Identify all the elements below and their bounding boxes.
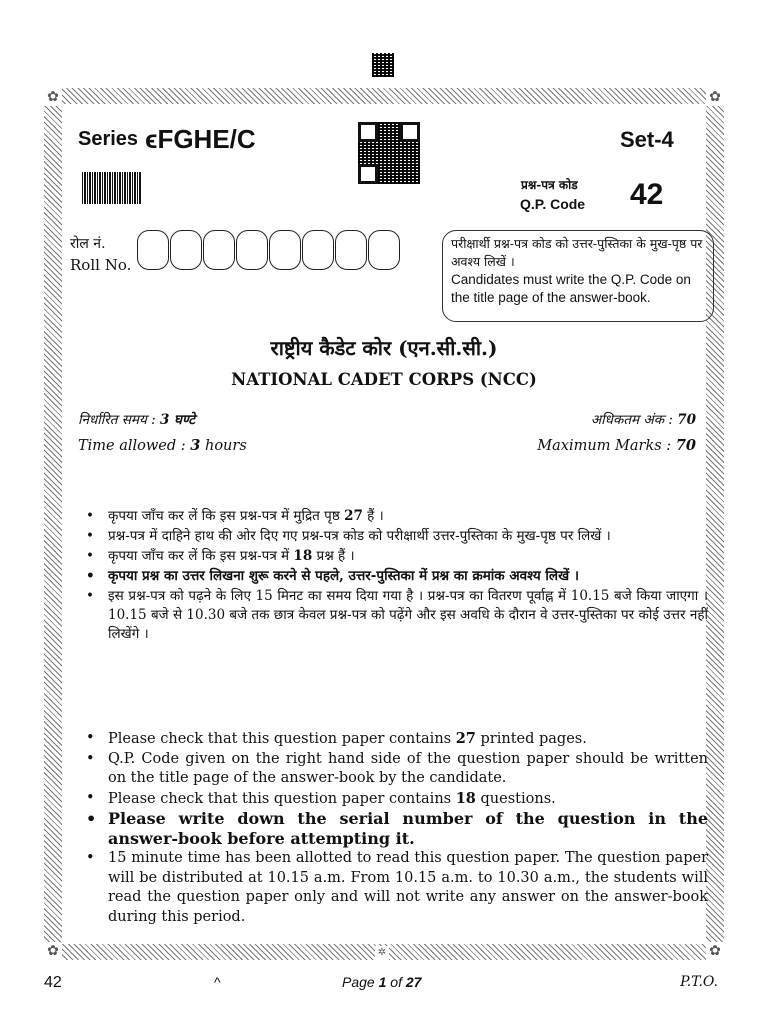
roll-no-english-label: Roll No.: [70, 256, 132, 274]
time-english-value: 3: [190, 437, 201, 454]
qr-finder-pattern: [358, 122, 378, 142]
roll-no-digit-box[interactable]: [137, 230, 169, 270]
series-code: ϵFGHE/C: [145, 124, 256, 154]
time-hindi-value: 3 घण्टे: [159, 412, 196, 428]
roll-no-digit-box[interactable]: [302, 230, 334, 270]
time-allowed-english: [78, 437, 247, 454]
qp-code-english-label: Q.P. Code: [520, 196, 586, 212]
roll-no-digit-box[interactable]: [368, 230, 400, 270]
barcode: [82, 172, 142, 204]
corner-ornament-icon: ✿: [706, 942, 724, 960]
time-allowed-hindi: [78, 410, 195, 428]
marks-hindi-value: 70: [677, 412, 696, 428]
corner-ornament-icon: ✿: [44, 88, 62, 106]
roll-no-digit-box[interactable]: [236, 230, 268, 270]
pto-label: P.T.O.: [680, 974, 718, 990]
series-label: Series: [78, 128, 139, 150]
marks-english-value: 70: [675, 437, 696, 454]
roll-no-digit-box[interactable]: [335, 230, 367, 270]
qp-code-hindi-label: प्रश्न-पत्र कोड: [521, 178, 578, 192]
top-qr-code: [372, 53, 394, 77]
page-number: Page 1 of 27: [342, 974, 422, 990]
marks-english-label: Maximum Marks :: [537, 438, 676, 454]
time-english-label: Time allowed :: [78, 438, 191, 454]
max-marks-english: [537, 437, 696, 454]
time-hindi-label: निर्धारित समय :: [78, 412, 160, 428]
title-english: NATIONAL CADET CORPS (NCC): [231, 370, 537, 389]
qr-finder-pattern: [400, 122, 420, 142]
bottom-center-ornament-icon: ✲: [375, 946, 389, 960]
instruction-item: • कृपया जाँच कर लें कि इस प्रश्न-पत्र में मुद्रित पृष्ठ 27 हैं ।: [108, 507, 708, 526]
footer-caret: ^: [214, 974, 221, 990]
instruction-item: • Please write down the serial number of the question in the answer-book before attempting it.: [108, 809, 708, 849]
corner-ornament-icon: ✿: [44, 942, 62, 960]
title-hindi: राष्ट्रीय कैडेट कोर (एन.सी.सी.): [270, 336, 498, 360]
qr-finder-pattern: [358, 164, 378, 184]
corner-ornament-icon: ✿: [706, 88, 724, 106]
instruction-item: • कृपया प्रश्न का उत्तर लिखना शुरू करने से पहले, उत्तर-पुस्तिका में प्रश्न का क्रमांक अवश्य लिखें ।: [108, 567, 708, 586]
instruction-item: • Please check that this question paper contains 27 printed pages.: [108, 729, 708, 750]
time-english-unit: hours: [200, 438, 247, 454]
roll-no-digit-box[interactable]: [203, 230, 235, 270]
instructions-english: [78, 729, 708, 927]
instruction-item: • Please check that this question paper contains 18 questions.: [108, 789, 708, 810]
instruction-item: • कृपया जाँच कर लें कि इस प्रश्न-पत्र में 18 प्रश्न हैं ।: [108, 547, 708, 566]
footer-code: 42: [44, 974, 62, 991]
instruction-item: • 15 minute time has been allotted to read this question paper. The question paper will be distributed at 10.15 a.m. From 10.15 a.m. to 10.30 a.m., the students will read the question paper only and will not write any answer on the answer-book during this period.: [108, 849, 708, 927]
marks-hindi-label: अधिकतम अंक :: [590, 412, 678, 428]
set-label: Set-4: [620, 127, 674, 152]
max-marks-hindi: [591, 410, 696, 428]
roll-no-digit-box[interactable]: [269, 230, 301, 270]
instruction-item: • इस प्रश्न-पत्र को पढ़ने के लिए 15 मिनट का समय दिया गया है । प्रश्न-पत्र का वितरण पूर्वाह्न में 10.15 बजे किया जाएगा । 10.15 बजे से 10.30 बजे तक छात्र केवल प्रश्न-पत्र को पढ़ेंगे और इस अवधि के दौरान वे उत्तर-पुस्तिका पर कोई उत्तर नहीं लिखेंगे ।: [108, 587, 708, 644]
roll-no-digit-box[interactable]: [170, 230, 202, 270]
qp-code-value: 42: [630, 178, 664, 211]
instructions-hindi: [78, 507, 708, 645]
notice-hindi: परीक्षार्थी प्रश्न-पत्र कोड को उत्तर-पुस्तिका के मुख-पृष्ठ पर अवश्य लिखें ।: [451, 236, 703, 269]
roll-no-hindi-label: रोल नं.: [70, 236, 106, 252]
instruction-item: • प्रश्न-पत्र में दाहिने हाथ की ओर दिए गए प्रश्न-पत्र कोड को परीक्षार्थी उत्तर-पुस्तिका के मुख-पृष्ठ पर लिखें ।: [108, 527, 708, 546]
instruction-item: • Q.P. Code given on the right hand side of the question paper should be written on the title page of the answer-book by the candidate.: [108, 750, 708, 789]
qp-code-notice: [442, 230, 714, 322]
notice-english: Candidates must write the Q.P. Code on the title page of the answer-book.: [451, 272, 691, 305]
